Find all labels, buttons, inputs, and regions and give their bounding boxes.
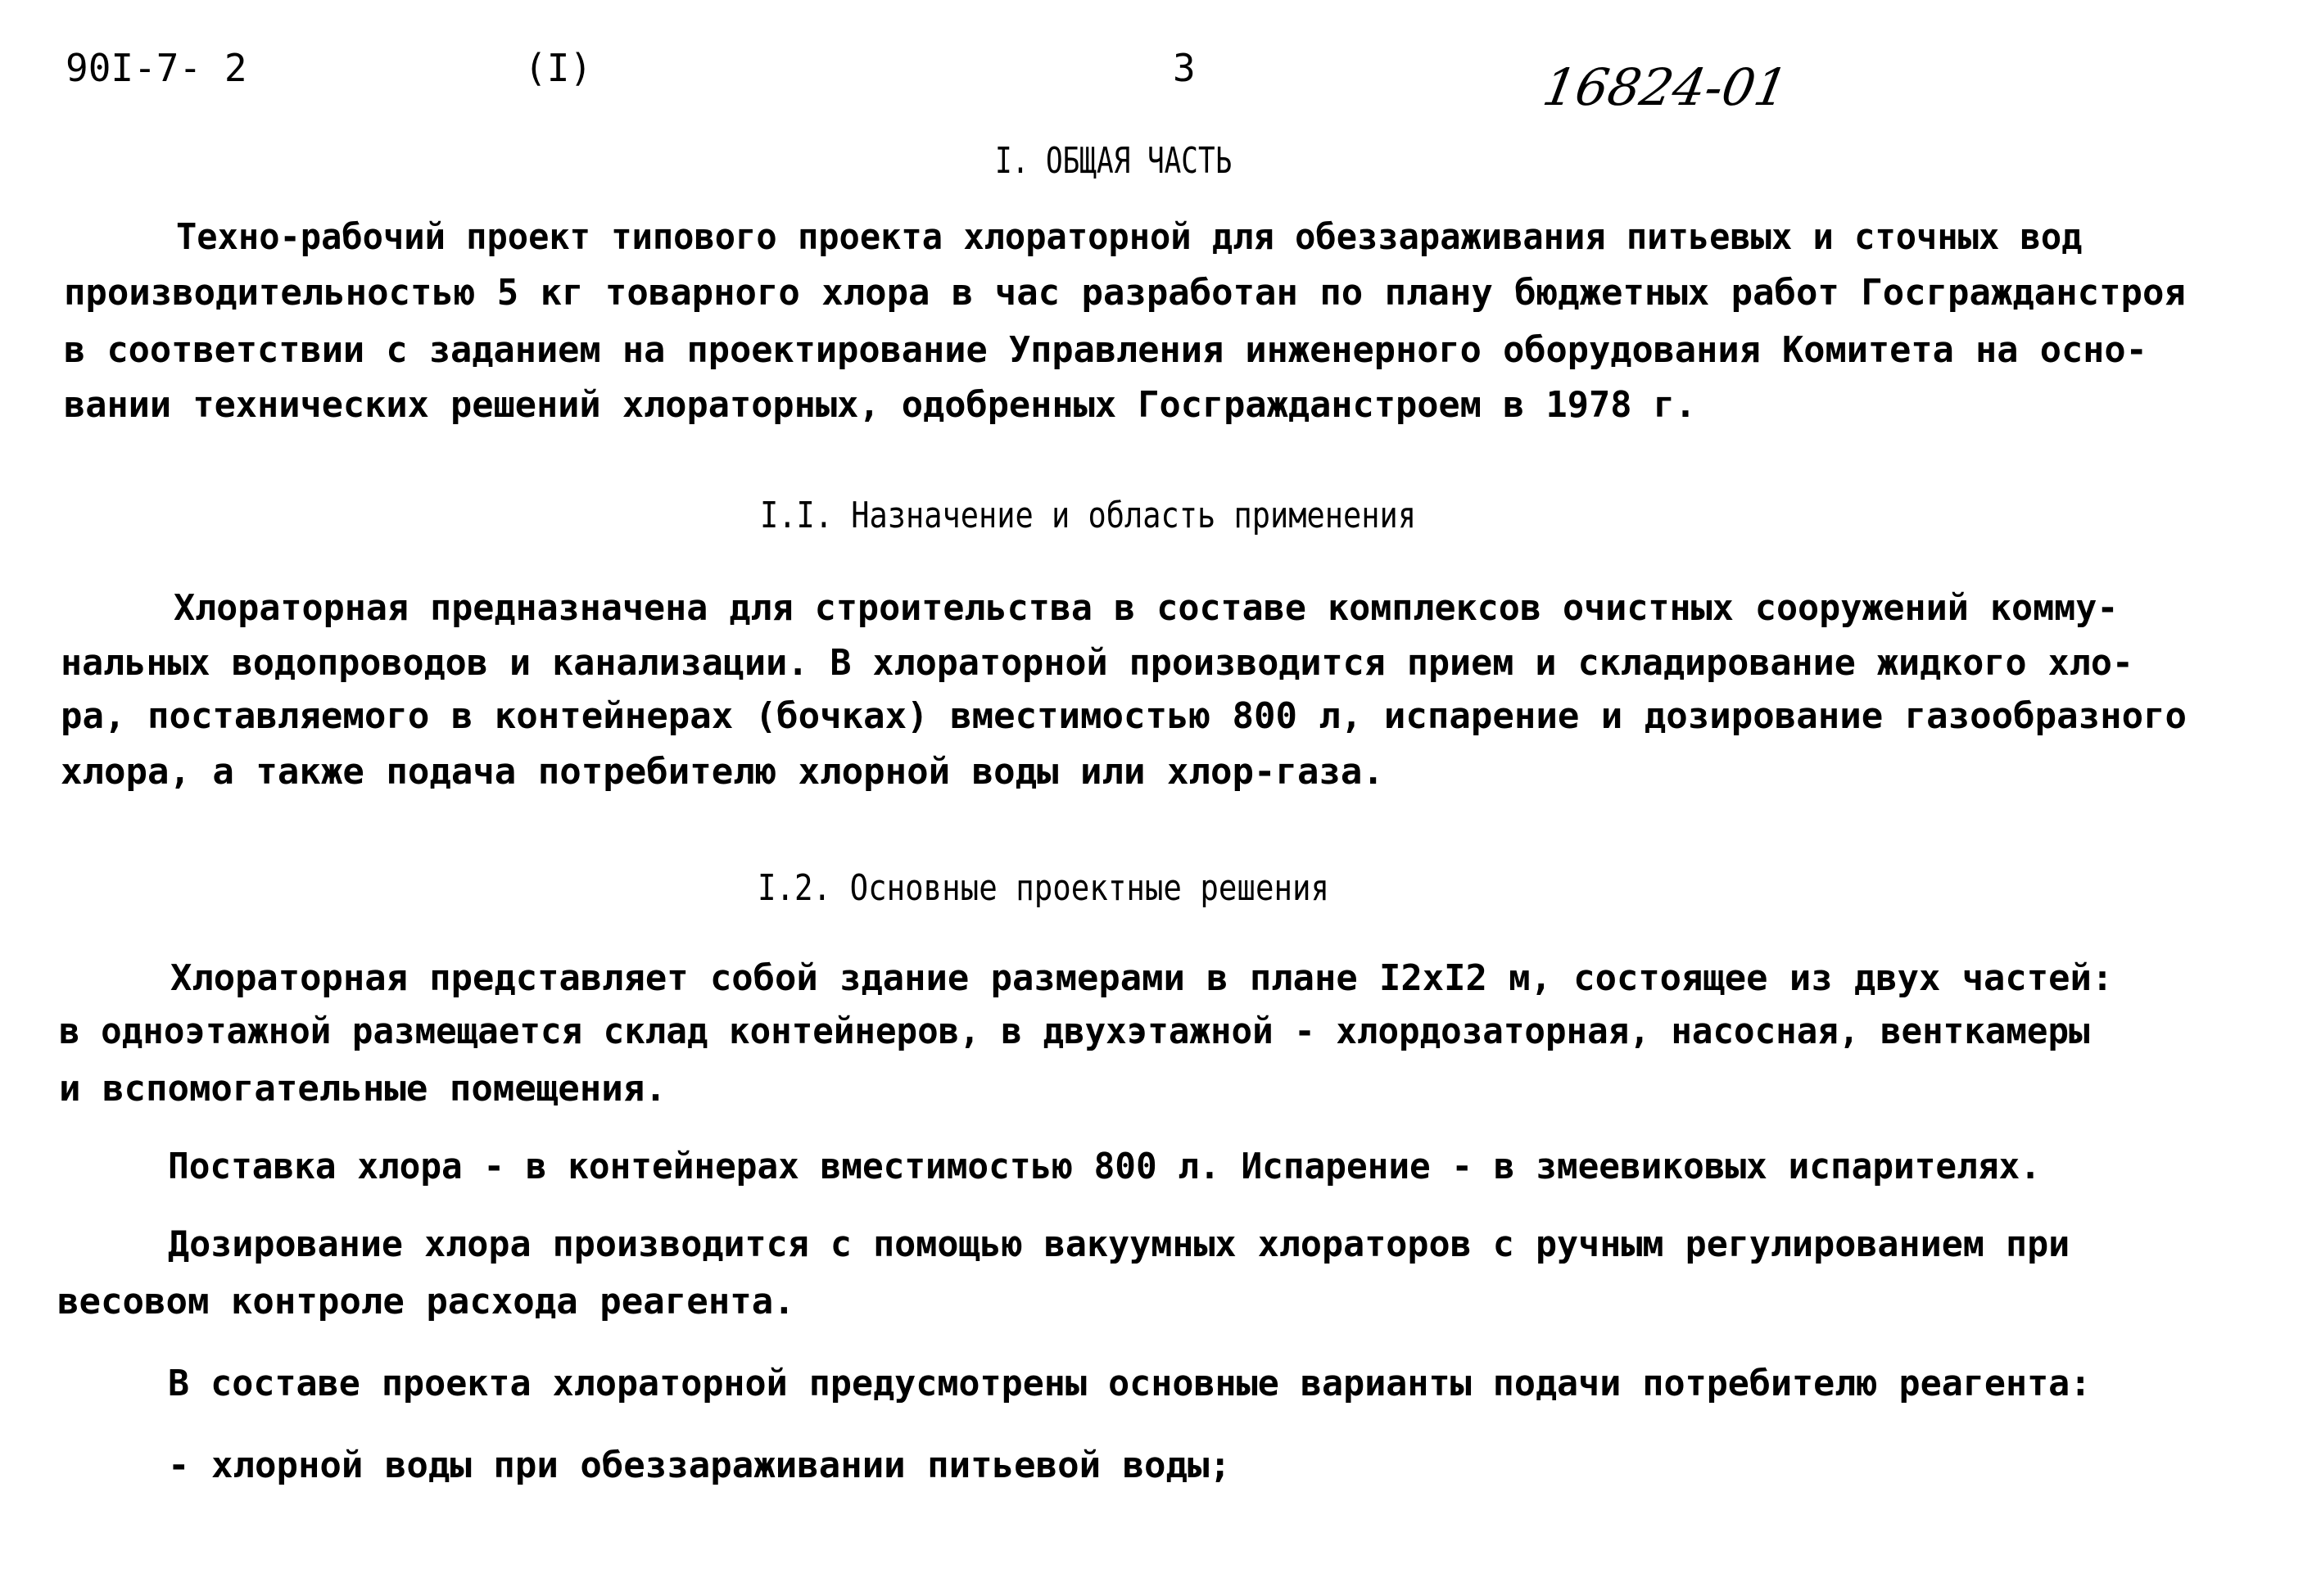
handwritten-inventory-number: 16824-01 [1538,57,1793,117]
paragraph-line: производительностью 5 кг товарного хлора в час разработан по плану бюджетных работ Госгражданстроя [64,272,2186,314]
document-code: 90I-7- 2 [66,46,247,90]
paragraph-line: весовом контроле расхода реагента. [57,1281,795,1322]
paragraph-line: в соответствии с заданием на проектирование Управления инженерного оборудования Комитета на осно- [64,329,2147,371]
list-item: - хлорной воды при обеззараживании питьевой воды; [168,1445,1232,1486]
paragraph-line: Поставка хлора - в контейнерах вместимостью 800 л. Испарение - в змеевиковых испарителях. [168,1146,2041,1187]
paragraph-line: Техно-рабочий проект типового проекта хлораторной для обеззараживания питьевых и сточных вод [176,216,2083,258]
paragraph-line: в одноэтажной размещается склад контейнеров, в двухэтажной - хлордозаторная, насосная, венткамеры [59,1010,2090,1052]
volume-number: (I) [524,46,593,90]
paragraph-line: В составе проекта хлораторной предусмотрены основные варианты подачи потребителю реагента: [168,1363,2092,1404]
paragraph-line: нальных водопроводов и канализации. В хлораторной производится прием и складирование жидкого хло- [61,642,2134,684]
section-title-purpose: I.I. Назначение и область применения [760,495,1417,536]
paragraph-line: ра, поставляемого в контейнерах (бочках) вместимостью 800 л, испарение и дозирование газообразного [61,695,2188,737]
paragraph-line: Хлораторная предназначена для строительства в составе комплексов очистных сооружений комму- [174,587,2119,629]
section-title-general: I. ОБЩАЯ ЧАСТЬ [995,140,1233,182]
paragraph-line: и вспомогательные помещения. [59,1068,667,1110]
page-number: 3 [1173,46,1196,90]
paragraph-line: хлора, а также подача потребителю хлорной воды или хлор-газа. [61,751,1384,793]
paragraph-line: Дозирование хлора производится с помощью вакуумных хлораторов с ручным регулированием при [168,1223,2070,1265]
paragraph-line: Хлораторная представляет собой здание размерами в плане I2xI2 м, состоящее из двух частей: [170,957,2114,999]
paragraph-line: вании технических решений хлораторных, одобренных Госгражданстроем в 1978 г. [64,384,1697,426]
section-title-main-decisions: I.2. Основные проектные решения [758,867,1330,909]
